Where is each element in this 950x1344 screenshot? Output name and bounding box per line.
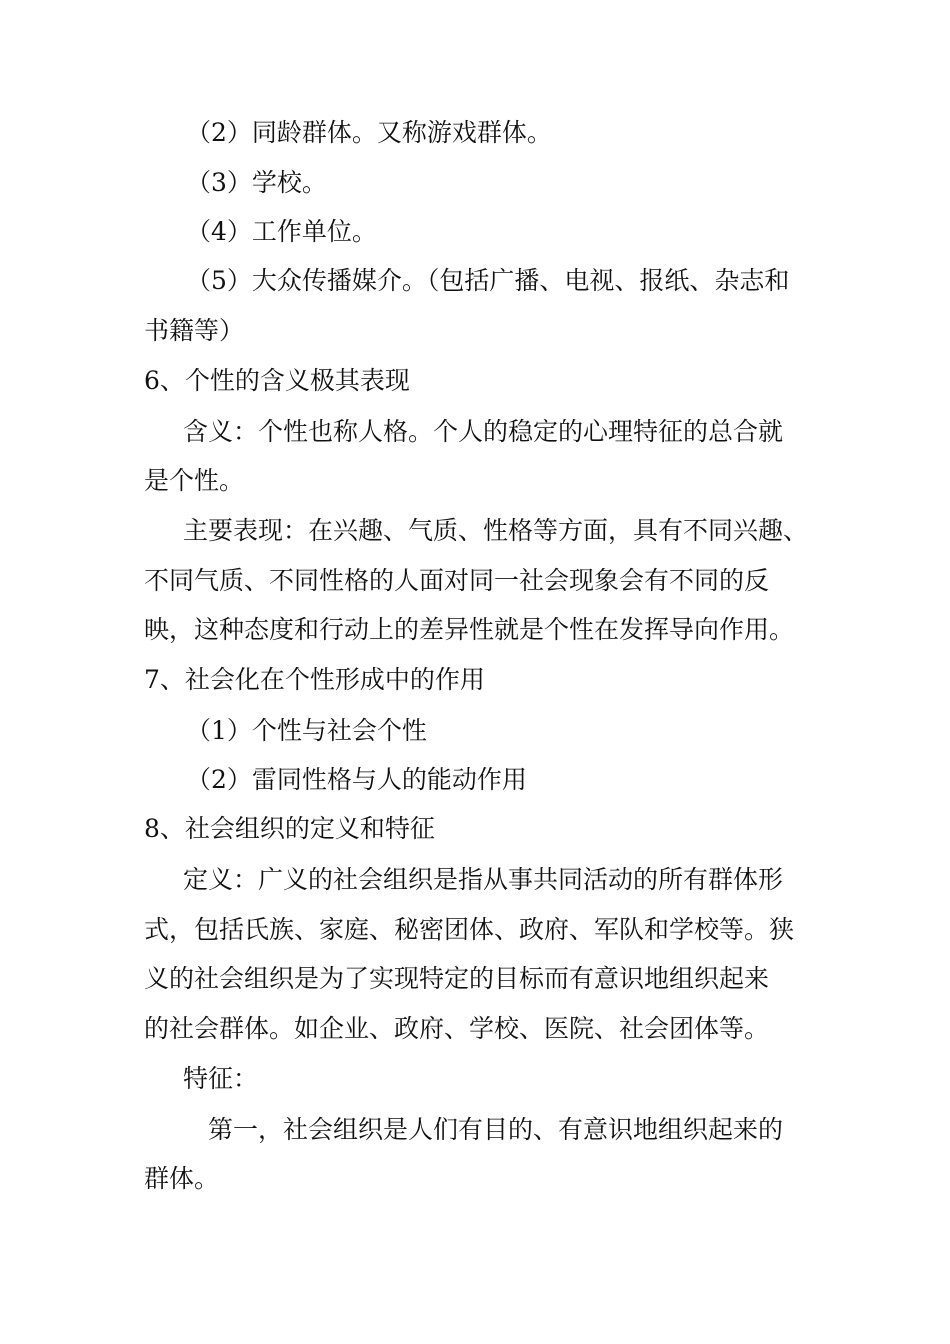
section-heading-6: 6、个性的含义极其表现 bbox=[144, 366, 410, 395]
list-item: （1）个性与社会个性 bbox=[186, 716, 427, 745]
list-item-peer-group: （2）同龄群体。又称游戏群体。 bbox=[186, 118, 552, 147]
paragraph-line: 式，包括氏族、家庭、秘密团体、政府、军队和学校等。狭 bbox=[144, 915, 795, 944]
features-label: 特征： bbox=[183, 1064, 259, 1093]
paragraph-line: 含义：个性也称人格。个人的稳定的心理特征的总合就 bbox=[183, 417, 784, 446]
paragraph-line: 书籍等） bbox=[144, 316, 245, 345]
list-item-mass-media: （5）大众传播媒介。（包括广播、电视、报纸、杂志和 bbox=[186, 266, 790, 295]
paragraph-line: 群体。 bbox=[144, 1164, 220, 1193]
paragraph-line: 映，这种态度和行动上的差异性就是个性在发挥导向作用。 bbox=[144, 615, 795, 644]
paragraph-line: 义的社会组织是为了实现特定的目标而有意识地组织起来 bbox=[144, 964, 770, 993]
section-heading-7: 7、社会化在个性形成中的作用 bbox=[144, 665, 485, 694]
list-item-school: （3）学校。 bbox=[186, 168, 327, 197]
paragraph-line: 第一，社会组织是人们有目的、有意识地组织起来的 bbox=[208, 1115, 784, 1144]
section-heading-8: 8、社会组织的定义和特征 bbox=[144, 814, 435, 843]
paragraph-line: 的社会群体。如企业、政府、学校、医院、社会团体等。 bbox=[144, 1014, 770, 1043]
list-item: （2）雷同性格与人的能动作用 bbox=[186, 765, 527, 794]
list-item-work-unit: （4）工作单位。 bbox=[186, 217, 377, 246]
paragraph-line: 主要表现：在兴趣、气质、性格等方面，具有不同兴趣、 bbox=[183, 516, 809, 545]
paragraph-line: 是个性。 bbox=[144, 466, 245, 495]
paragraph-line: 定义：广义的社会组织是指从事共同活动的所有群体形 bbox=[183, 865, 784, 894]
paragraph-line: 不同气质、不同性格的人面对同一社会现象会有不同的反 bbox=[144, 566, 770, 595]
